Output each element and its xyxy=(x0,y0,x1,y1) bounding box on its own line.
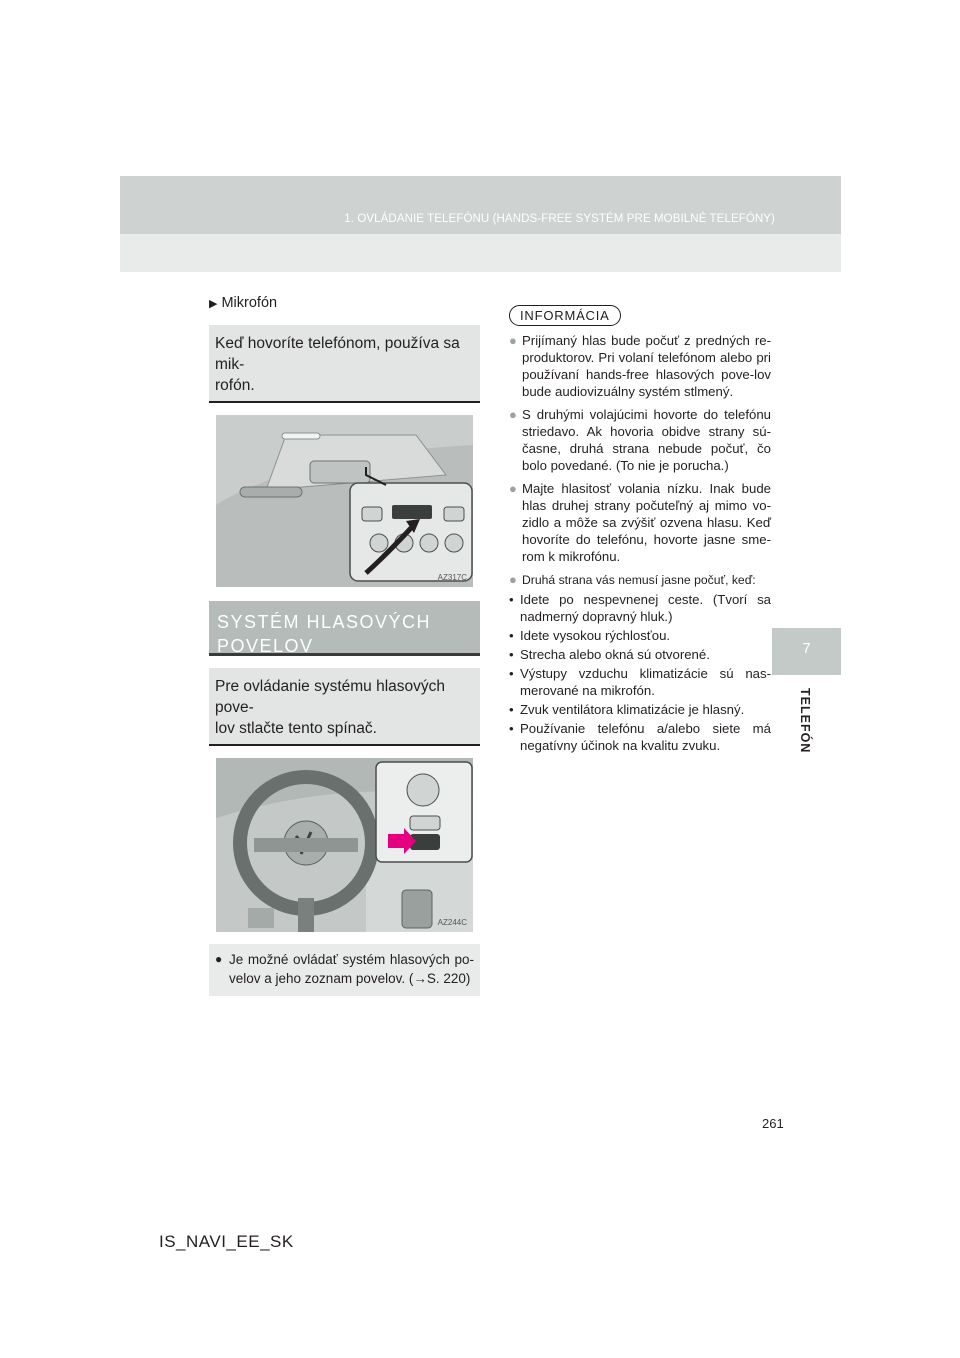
steering-wheel-talk-switch-illustration xyxy=(216,758,473,932)
sub-item-text: Výstupy vzduchu klimatizácie sú nas-merované na mikrofón. xyxy=(520,666,771,698)
left-column xyxy=(209,295,480,996)
overhead-console-microphone-illustration xyxy=(216,415,473,587)
figure-steering-wheel xyxy=(216,758,473,932)
info-item xyxy=(509,480,771,565)
section-intro-line-2: lov stlačte tento spínač. xyxy=(215,720,377,737)
sub-list-item xyxy=(509,591,771,625)
intro-line-1: Keď hovoríte telefónom, používa sa mik- xyxy=(215,335,460,373)
subheading-text: Mikrofón xyxy=(221,295,278,311)
sub-item-text: Zvuk ventilátora klimatizácie je hlasný. xyxy=(520,702,745,717)
sub-list xyxy=(509,591,771,754)
circle-bullet-icon: ● xyxy=(509,333,517,348)
sub-item-text: Idete vysokou rýchlosťou. xyxy=(520,628,671,643)
dot-bullet-icon: • xyxy=(509,721,514,736)
note-text: Je možné ovládať systém hlasových po-velov a jeho zoznam povelov. (→S. 220) xyxy=(229,952,474,986)
info-column xyxy=(509,305,771,754)
sub-list-item xyxy=(509,720,771,754)
info-item-text: Druhá strana vás nemusí jasne počuť, keď: xyxy=(522,573,756,587)
sub-list-item xyxy=(509,627,771,644)
header-top-strip xyxy=(120,176,841,234)
info-item xyxy=(509,571,771,589)
figure-overhead-console xyxy=(216,415,473,587)
figure-code: AZ244C xyxy=(437,918,467,927)
dot-bullet-icon: • xyxy=(509,666,514,681)
sub-item-text: Idete po nespevnenej ceste. (Tvorí sa nadmerný dopravný hluk.) xyxy=(520,592,771,624)
note-box xyxy=(209,944,480,996)
sub-item-text: Používanie telefónu a/alebo siete má negatívny účinok na kvalitu zvuku. xyxy=(520,721,771,753)
sub-list-item xyxy=(509,701,771,718)
dot-bullet-icon: • xyxy=(509,628,514,643)
sub-item-text: Strecha alebo okná sú otvorené. xyxy=(520,647,710,662)
intro-box xyxy=(209,325,480,403)
sub-list-item xyxy=(509,646,771,663)
section-intro-line-1: Pre ovládanie systému hlasových pove- xyxy=(215,678,446,716)
header-band xyxy=(120,176,841,272)
chapter-tab xyxy=(772,628,841,675)
info-item-text: Majte hlasitosť volania nízku. Inak bude hlas druhej strany počuteľný aj mimo vo-zidlo a môže sa zvýšiť ozvena hlasu. Keď hovoríte do telefónu, hovorte jasne sme-rom k mikrofónu. xyxy=(522,481,771,564)
chapter-number: 7 xyxy=(802,640,811,657)
dot-bullet-icon: • xyxy=(509,702,514,717)
dot-bullet-icon: • xyxy=(509,592,514,607)
triangle-right-icon: ▶ xyxy=(209,298,218,310)
intro-line-2: rofón. xyxy=(215,377,255,394)
info-item xyxy=(509,332,771,400)
figure-code: AZ317C xyxy=(437,573,467,582)
section-title-line-2: POVELOV xyxy=(217,636,314,656)
circle-bullet-icon: ● xyxy=(509,407,517,422)
section-title-line-1: SYSTÉM HLASOVÝCH xyxy=(217,612,432,632)
running-header-title: 1. OVLÁDANIE TELEFÓNU (HANDS-FREE SYSTÉM PRE MOBILNÉ TELEFÓNY) xyxy=(344,213,775,225)
footer-doc-code: IS_NAVI_EE_SK xyxy=(159,1232,294,1251)
circle-bullet-icon: ● xyxy=(215,952,223,966)
section-intro-box xyxy=(209,668,480,746)
info-item-text: Prijímaný hlas bude počuť z predných re-produktorov. Pri volaní telefónom alebo pri používaní hands-free hlasových pove-lov bude audiovizuálny systém stlmený. xyxy=(522,333,771,399)
dot-bullet-icon: • xyxy=(509,647,514,662)
sub-list-item xyxy=(509,665,771,699)
chapter-title: TELEFÓN xyxy=(798,688,812,754)
info-badge: INFORMÁCIA xyxy=(509,305,621,326)
info-item-text: S druhými volajúcimi hovorte do telefónu striedavo. Ak hovoria obidve strany sú-časne, druhá strana nebude počuť, čo bolo povedané. (To nie je porucha.) xyxy=(522,407,771,473)
section-heading xyxy=(209,601,480,656)
info-item xyxy=(509,406,771,474)
circle-bullet-icon: ● xyxy=(509,572,517,587)
subheading xyxy=(209,295,480,315)
page-number: 261 xyxy=(762,1116,784,1131)
circle-bullet-icon: ● xyxy=(509,481,517,496)
